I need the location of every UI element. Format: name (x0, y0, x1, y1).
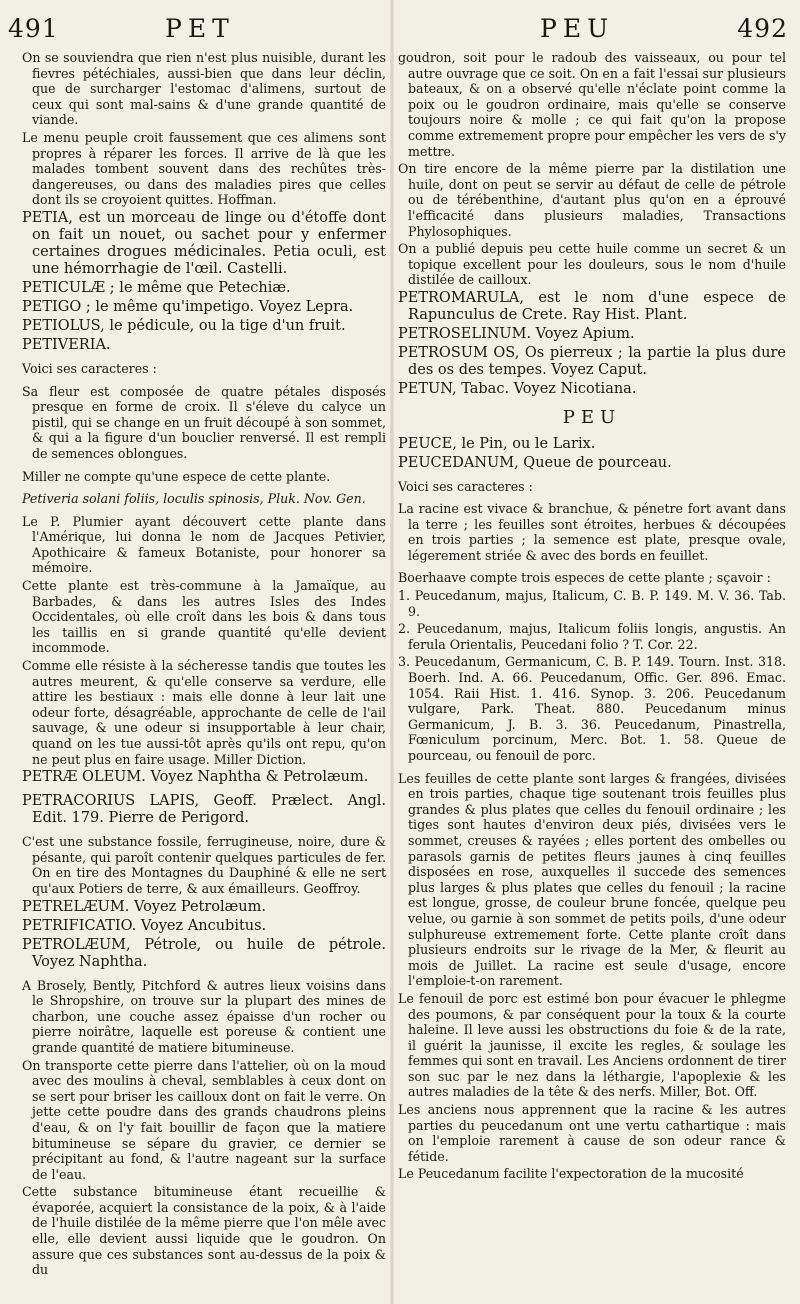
entry-petroselinum: PETROSELINUM. Voyez Apium. (398, 325, 635, 342)
entry-petia: PETIA, est un morceau de linge ou d'étoffe dont on fait un nouet, ou sachet pour y enfermer certaines drogues médicinales. Petia oculi, est une hémorrhagie de l'œil. Castelli. (22, 209, 386, 277)
paragraph: C'est une substance fossile, ferrugineuse, noire, dure & pésante, qui paroît contenir quelques particules de fer. On en tire des Montagnes du Dauphiné & elle ne sert qu'aux Potiers de terre, & aux émailleurs. Geoffroy. (22, 834, 386, 896)
paragraph: Les anciens nous apprennent que la racine & les autres parties du peucedanum ont une vertu cathartique : mais on l'emploie rarement à cause de son odeur rance & fétide. (398, 1102, 786, 1164)
paragraph: La racine est vivace & branchue, & pénetre fort avant dans la terre ; les feuilles sont étroites, herbues & découpées en trois parties ; la semence est plate, presque ovale, légerement striée & avec des bords en feuillet. (398, 501, 786, 563)
entry-petromarula: PETROMARULA, est le nom d'une espece de Rapunculus de Crete. Ray Hist. Plant. (398, 289, 786, 323)
paragraph: Voici ses caracteres : (22, 360, 157, 376)
paragraph: On se souviendra que rien n'est plus nuisible, durant les fievres pétéchiales, aussi-bien que dans leur déclin, que de surcharger l'estomac d'alimens, surtout de ceux qui sont mal-sains & d'une grande quantité de viande. (22, 50, 386, 128)
left-running-head: PET (165, 14, 235, 43)
entry-peuce: PEUCE, le Pin, ou le Larix. (398, 435, 596, 452)
paragraph: Miller ne compte qu'une espece de cette plante. (22, 468, 331, 484)
running-header (0, 10, 800, 46)
paragraph: A Brosely, Bently, Pitchford & autres lieux voisins dans le Shropshire, on trouve sur la plupart des mines de charbon, une couche assez épaisse d'un rocher ou pierre noirâtre, laquelle est poreuse & contient une grande quantité de matiere bitumineuse. (22, 977, 386, 1055)
paragraph: Sa fleur est composée de quatre pétales disposés presque en forme de croix. Il s'éleve du calyce un pistil, qui se change en un fruit découpé à son sommet, & qui a la figure d'un bouclier renversé. Il est rempli de semences oblongues. (22, 383, 386, 461)
page-gutter (390, 0, 394, 1304)
paragraph: Cette plante est très-commune à la Jamaïque, au Barbades, & dans les autres Isles des Indes Occidentales, où elle croît dans les bois & dans tous les taillis en si grande quantité qu'elle devient incommode. (22, 578, 386, 656)
paragraph: On a publié depuis peu cette huile comme un secret & un topique excellent pour les douleurs, sous le nom d'huile distilée de cailloux. (398, 241, 786, 288)
entry-petrolaeum: PETROLÆUM, Pétrole, ou huile de pétrole. Voyez Naphtha. (22, 936, 386, 970)
entry-peticulae: PETICULÆ ; le même que Petechiæ. (22, 279, 291, 296)
section-heading-peu: PEU (562, 406, 622, 428)
entry-petigo: PETIGO ; le même qu'impetigo. Voyez Lepra. (22, 298, 354, 315)
paragraph: Comme elle résiste à la sécheresse tandis que toutes les autres meurent, & qu'elle conserve sa verdure, elle attire les bestiaux : mais elle donne à leur lait une odeur forte, désagréable, approchante de celle de l'ail sauvage, & une odeur si insupportable à leur chair, quand on les tue aussi-tôt après qu'ils ont repu, qu'on ne peut plus en faire usage. Miller Diction. (22, 658, 386, 767)
species-list-item: 3. Peucedanum, Germanicum, C. B. P. 149. Tourn. Inst. 318. Boerh. Ind. A. 66. Peucedanum, Offic. Ger. 896. Emac. 1054. Raii Hist. 1. 416. Synop. 3. 206. Peucedanum vulgare, Park. Theat. 880. Peucedanum minus Germanicum, J. B. 3. 36. Peucedanum, Pinastrella, Fœniculum porcinum, Merc. Bot. 1. 58. Queue de pourceau, ou fenouil de porc. (398, 654, 786, 763)
right-text-column (398, 50, 786, 1184)
paragraph: On tire encore de la même pierre par la distilation une huile, dont on peut se servir au défaut de celle de pétrole ou de térébenthine, d'autant plus qu'on en a éprouvé l'efficacité dans plusieurs maladies, Transactions Phylosophiques. (398, 161, 786, 239)
paragraph: Le menu peuple croit faussement que ces alimens sont propres à réparer les forces. Il arrive de là que les malades tombent souvent dans des rechûtes très-dangereuses, ou dans des maladies pires que celles dont ils se croyoient quittes. Hoffman. (22, 129, 386, 208)
paragraph: Le Peucedanum facilite l'expectoration de la mucosité (398, 1166, 744, 1182)
entry-petiolus: PETIOLUS, le pédicule, ou la tige d'un fruit. (22, 317, 346, 334)
right-running-head: PEU (540, 14, 615, 43)
entry-petrificatio: PETRIFICATIO. Voyez Ancubitus. (22, 917, 267, 934)
paragraph: Cette substance bitumineuse étant recueillie & évaporée, acquiert la consistance de la poix, & à l'aide de l'huile distilée de la même pierre que l'on mêle avec elle, elle devient aussi liquide que le goudron. On assure que ces substances sont au-dessus de la poix & du (22, 1184, 386, 1278)
paragraph: Les feuilles de cette plante sont larges & frangées, divisées en trois parties, chaque tige soutenant trois feuilles plus grandes & plus plates que celles du fenouil ordinaire ; les tiges sont hautes d'environ deux piés, divisées vers le sommet, creuses & rayées ; elles portent des ombelles ou parasols garnis de petites fleurs jaunes à cinq feuilles disposées en rose, auxquelles il succede des semences plus larges & plus plates que celles du fenouil ; la racine est longue, grosse, de couleur brune foncée, quelque peu velue, ou garnie à son sommet de petits poils, d'une odeur sulphureuse extremement forte. Cette plante croît dans plusieurs endroits sur le rivage de la Mer, & fleurit au mois de Juillet. La racine est seule d'usage, encore l'emploie-t-on rarement. (398, 770, 786, 989)
paragraph: Boerhaave compte trois especes de cette plante ; sçavoir : (398, 570, 771, 586)
entry-petrosum-os: PETROSUM OS, Os pierreux ; la partie la plus dure des os des tempes. Voyez Caput. (398, 344, 786, 378)
paragraph: On transporte cette pierre dans l'attelier, où on la moud avec des moulins à cheval, semblables à ceux dont on se sert pour briser les cailloux dont on fait le verre. On jette cette poudre dans des grands chaudrons pleins d'eau, & on l'y fait bouillir de façon que la matiere bitumineuse se sépare du gravier, ce dernier se précipitant au fond, & l'autre nageant sur la surface de l'eau. (22, 1057, 386, 1182)
species-list-item: 2. Peucedanum, majus, Italicum foliis longis, angustis. An ferula Orientalis, Peucedani folio ? T. Cor. 22. (398, 621, 786, 652)
paragraph: Petiveria solani foliis, loculis spinosis, Pluk. Nov. Gen. (22, 491, 366, 507)
entry-petrelaeum: PETRELÆUM. Voyez Petrolæum. (22, 898, 266, 915)
left-text-column (22, 50, 386, 1280)
entry-petiveria: PETIVERIA. (22, 336, 111, 353)
species-list-item: 1. Peucedanum, majus, Italicum, C. B. P. 149. M. V. 36. Tab. 9. (398, 588, 786, 619)
entry-petrae-oleum: PETRÆ OLEUM. Voyez Naphtha & Petrolæum. (22, 769, 369, 786)
paragraph: Voici ses caracteres : (398, 478, 533, 494)
paragraph: Le P. Plumier ayant découvert cette plante dans l'Amérique, lui donna le nom de Jacques Petivier, Apothicaire & fameux Botaniste, pour honorer sa mémoire. (22, 513, 386, 576)
entry-peucedanum: PEUCEDANUM, Queue de pourceau. (398, 454, 672, 471)
left-page-number: 491 (8, 14, 59, 43)
right-page-number: 492 (737, 14, 788, 43)
paragraph: goudron, soit pour le radoub des vaisseaux, ou pour tel autre ouvrage que ce soit. On en a fait l'essai sur plusieurs bateaux, & on a observé qu'elle n'éclate point comme la poix ou le goudron ordinaire, mais qu'elle se conserve toujours noire & molle ; ce qui fait qu'on la propose comme extremement propre pour empêcher les vers de s'y mettre. (398, 50, 786, 159)
entry-petun: PETUN, Tabac. Voyez Nicotiana. (398, 380, 637, 397)
entry-petracorius-lapis: PETRACORIUS LAPIS, Geoff. Prælect. Angl. Edit. 179. Pierre de Perigord. (22, 793, 386, 827)
paragraph: Le fenouil de porc est estimé bon pour évacuer le phlegme des poumons, & par conséquent pour la toux & la courte haleine. Il leve aussi les obstructions du foie & de la rate, il guérit la jaunisse, il excite les regles, & soulage les femmes qui sont en travail. Les Anciens ordonnent de tirer son suc par le nez dans la léthargie, l'apoplexie & les autres maladies de la tête & des nerfs. Miller, Bot. Off. (398, 990, 786, 1100)
